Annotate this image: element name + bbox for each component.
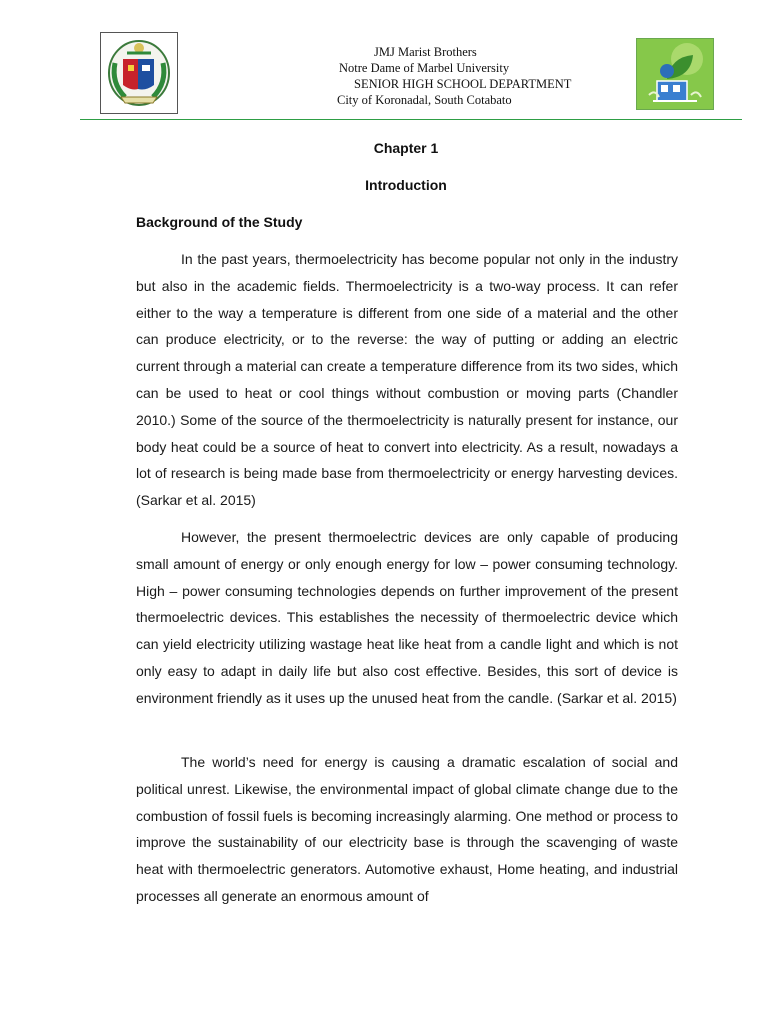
chapter-title: Introduction [365, 177, 447, 193]
letterhead-line-3: SENIOR HIGH SCHOOL DEPARTMENT [354, 77, 572, 91]
paragraph-2 [136, 524, 678, 712]
letterhead-line-1: JMJ Marist Brothers [374, 45, 477, 59]
paragraph-2-text: However, the present thermoelectric devices are only capable of producing small amount of energy or only enough energy for low – power consuming technology. High – power consuming technologies depends on further improvement of the present thermoelectric devices. This establishes the necessity of thermoelectric device which can yield electricity utilizing wastage heat like heat from a candle light and which is not only easy to adapt in daily life but also cost effective. Besides, this sort of device is environment friendly as it uses up the unused heat from the candle. (Sarkar et al. 2015) [136, 529, 678, 706]
letterhead-line-4: City of Koronadal, South Cotabato [337, 93, 512, 107]
section-title: Background of the Study [136, 214, 303, 230]
header-divider [80, 119, 742, 120]
letterhead-line-2: Notre Dame of Marbel University [339, 61, 510, 75]
paragraph-1-text: In the past years, thermoelectricity has become popular not only in the industry but also in the academic fields. Thermoelectricity is a two-way process. It can refer either to the way a temperature is different from one side of a material and the other can produce electricity, or to the reverse: the way of putting or adding an electric current through a material can create a temperature difference from its two sides, which can be used to heat or cool things without combustion or moving parts (Chandler 2010.) Some of the source of the thermoelectricity is naturally present for instance, our body heat could be a source of heat to convert into electricity. As a result, nowadays a lot of research is being made base from thermoelectricity or energy harvesting devices. (Sarkar et al. 2015) [136, 251, 678, 509]
paragraph-3-text: The world’s need for energy is causing a dramatic escalation of social and political unrest. Likewise, the environmental impact of global climate change due to the combustion of fossil fuels is becoming increasingly alarming. One method or process to improve the sustainability of our electricity base is through the scavenging of waste heat with thermoelectric generators. Automotive exhaust, Home heating, and industrial processes all generate an enormous amount of [136, 754, 678, 904]
chapter-heading: Chapter 1 [373, 140, 439, 156]
paragraph-3 [136, 749, 678, 910]
university-seal-icon [100, 32, 178, 114]
paragraph-1 [136, 246, 678, 514]
department-emblem-icon [636, 38, 714, 110]
